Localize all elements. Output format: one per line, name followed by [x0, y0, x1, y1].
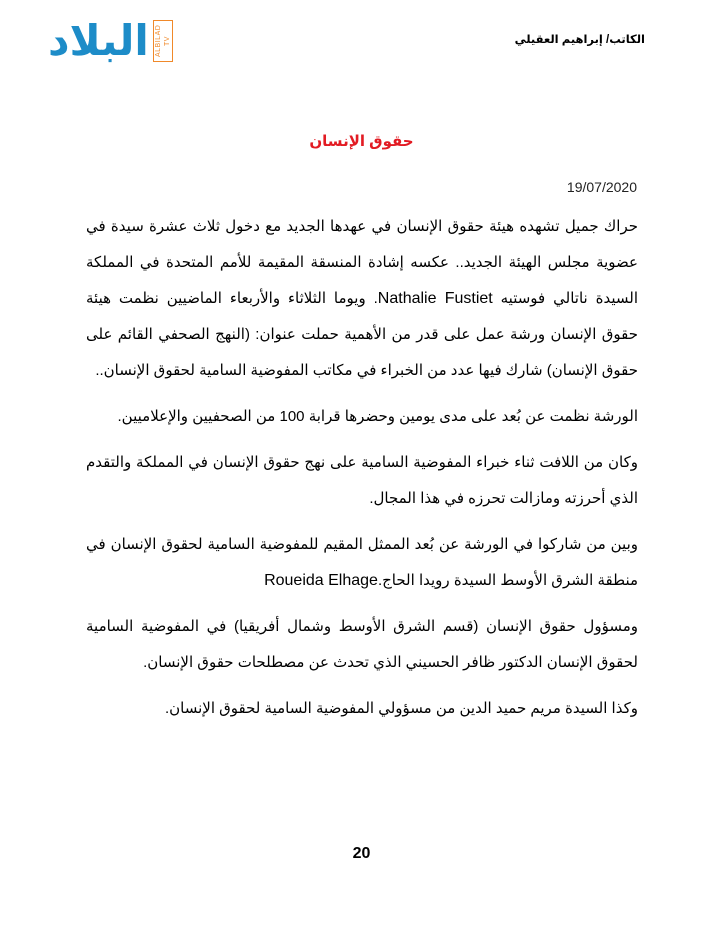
latin-name: Roueida Elhage	[264, 572, 378, 589]
paragraph	[86, 209, 638, 389]
article-title: حقوق الإنسان	[309, 133, 414, 150]
paragraph: وكذا السيدة مريم حميد الدين من مسؤولي المفوضية السامية لحقوق الإنسان.	[164, 700, 638, 717]
paragraph	[86, 527, 638, 599]
paragraph-text: . ويوما الثلاثاء والأربعاء الماضيين نظمت هيئة حقوق الإنسان ورشة عمل على قدر من الأهمية حملت عنوان: (النهج الصحفي القائم على حقوق الإنسان) شارك فيها عدد من الخبراء في مكاتب المفوضية السامية لحقوق الإنسان..	[86, 290, 638, 379]
paragraph-text: حراك جميل تشهده هيئة حقوق الإنسان في عهدها الجديد مع دخول ثلاث عشرة سيدة في عضوية مجلس الهيئة الجديد.. عكسه إشادة المنسقة المقيمة للأمم المتحدة في المملكة السيدة ناتالي فوستيه	[86, 218, 638, 307]
paragraph: ومسؤول حقوق الإنسان (قسم الشرق الأوسط وشمال أفريقيا) في المفوضية السامية لحقوق الإنسان الدكتور ظافر الحسيني الذي تحدث عن مصطلحات حقوق الإنسان.	[86, 618, 638, 671]
article-date: 19/07/2020	[566, 179, 637, 195]
paragraph: وكان من اللافت ثناء خبراء المفوضية السامية على نهج حقوق الإنسان في المملكة والتقدم الذي أحرزته ومازالت تحرزه في هذا المجال.	[86, 454, 638, 507]
page-number: 20	[352, 845, 371, 862]
author-name: الكاتب/ إبراهيم العقيلي	[514, 34, 645, 46]
latin-name: Nathalie Fustiet	[377, 290, 493, 307]
paragraph: الورشة نظمت عن بُعد على مدى يومين وحضرها قرابة 100 من الصحفيين والإعلاميين.	[117, 408, 638, 425]
article-body	[86, 209, 638, 737]
logo-wordmark: البلاد	[48, 16, 149, 65]
albilad-logo	[48, 16, 173, 66]
paragraph-text: وبين من شاركوا في الورشة عن بُعد الممثل المقيم للمفوضية السامية لحقوق الإنسان في منطقة الشرق الأوسط السيدة رويدا الحاج.	[86, 536, 638, 589]
logo-tagline: ALBILAD TV	[153, 20, 173, 62]
